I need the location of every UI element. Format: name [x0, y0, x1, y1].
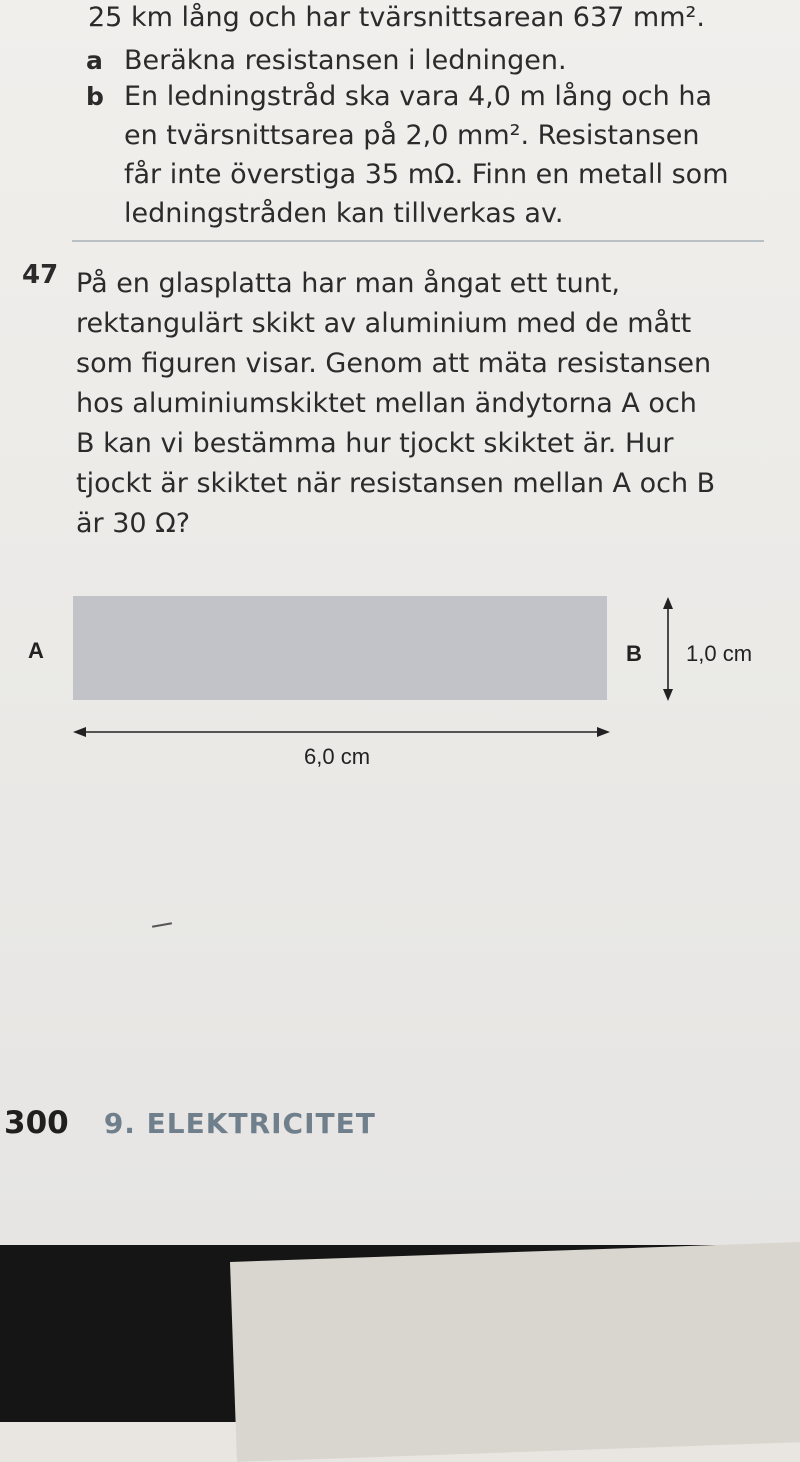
- problem-line: hos aluminiumskiktet mellan ändytorna A och: [76, 388, 697, 419]
- subpart-a-line: Beräkna resistansen i ledningen.: [124, 45, 567, 76]
- subpart-a-text: [124, 41, 567, 80]
- subpart-b-line: ledningstråden kan tillverkas av.: [124, 198, 564, 229]
- subpart-b-letter: b: [86, 82, 104, 111]
- problem-line: som figuren visar. Genom att mäta resistansen: [76, 348, 712, 379]
- subpart-b-text: [124, 77, 729, 233]
- previous-problem-line: 25 km lång och har tvärsnittsarean 637 mm².: [88, 2, 705, 33]
- end-label-b: B: [626, 641, 642, 666]
- problem-line: B kan vi bestämma hur tjockt skiktet är. Hur: [76, 428, 674, 459]
- problem-line: På en glasplatta har man ångat ett tunt,: [76, 268, 620, 299]
- problem-line: är 30 Ω?: [76, 508, 191, 539]
- problem-line: rektangulärt skikt av aluminium med de mått: [76, 308, 692, 339]
- aluminium-layer-figure: [0, 580, 800, 780]
- problem-text: [76, 264, 715, 544]
- length-arrow: [73, 727, 610, 737]
- end-label-a: A: [28, 638, 44, 663]
- problem-line: tjockt är skiktet när resistansen mellan A och B: [76, 468, 716, 499]
- height-label: 1,0 cm: [686, 641, 753, 666]
- subpart-b-line: En ledningstråd ska vara 4,0 m lång och ha: [124, 81, 713, 112]
- problem-number: 47: [22, 260, 59, 290]
- dimension-arrows: [0, 580, 800, 780]
- subpart-a-letter: a: [86, 46, 103, 75]
- length-label: 6,0 cm: [304, 744, 371, 769]
- problem-divider: [72, 240, 764, 242]
- page-footer: [4, 1105, 376, 1141]
- height-arrow: [663, 597, 673, 701]
- page-number: 300: [4, 1105, 69, 1141]
- underlying-page-edge: [230, 1240, 800, 1462]
- pencil-mark: [152, 922, 172, 927]
- chapter-title: 9. ELEKTRICITET: [103, 1107, 376, 1140]
- subpart-b-line: får inte överstiga 35 mΩ. Finn en metall som: [124, 159, 729, 190]
- subpart-b-line: en tvärsnittsarea på 2,0 mm². Resistansen: [124, 120, 700, 151]
